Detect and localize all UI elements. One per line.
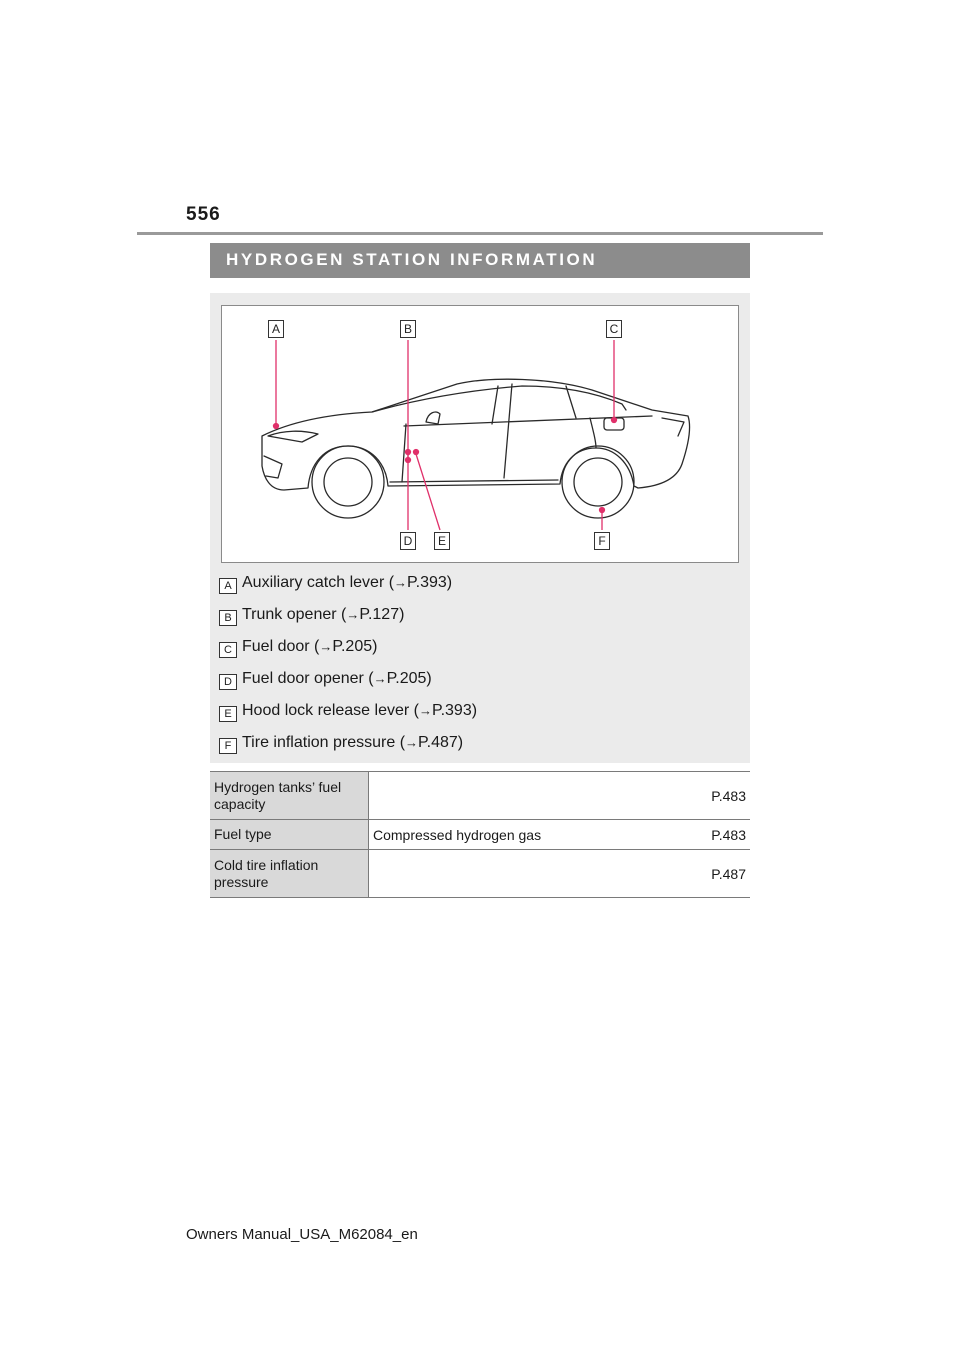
row-value: [369, 850, 673, 898]
front-wheel-inner: [324, 458, 372, 506]
arrow-icon: →: [319, 639, 333, 654]
a-pillar: [492, 386, 498, 424]
leader-dot-c: [612, 418, 617, 423]
page-ref-link[interactable]: P.487): [418, 734, 464, 751]
legend-text-f: Tire inflation pressure (→P.487): [242, 734, 464, 751]
rear-wheel-inner: [574, 458, 622, 506]
arrow-icon: →: [418, 703, 432, 718]
arrow-icon: →: [394, 575, 408, 590]
legend-text-d: Fuel door opener (→P.205): [242, 670, 432, 687]
table-row: [210, 850, 750, 898]
side-mirror: [426, 412, 440, 424]
legend-badge-c: C: [219, 642, 237, 658]
table-row: [210, 772, 750, 820]
arrow-icon: →: [346, 607, 360, 622]
table-row: [210, 820, 750, 850]
page-ref-link[interactable]: P.393): [407, 574, 453, 591]
section-banner: [210, 243, 750, 278]
page-ref-link[interactable]: P.127): [359, 606, 405, 623]
callout-f: F: [594, 532, 610, 550]
callout-c: C: [606, 320, 622, 338]
page-number: 556: [186, 204, 221, 225]
callout-d: D: [400, 532, 416, 550]
callout-a: A: [268, 320, 284, 338]
row-label: Cold tire inflation pressure: [210, 850, 369, 898]
callout-b: B: [400, 320, 416, 338]
callout-e: E: [434, 532, 450, 550]
rear-door-line: [590, 418, 596, 448]
legend-text-e: Hood lock release lever (→P.393): [242, 702, 478, 719]
b-pillar: [504, 384, 512, 478]
row-page-ref[interactable]: P.483: [672, 820, 750, 850]
row-page-ref[interactable]: P.487: [672, 850, 750, 898]
legend-badge-b: B: [219, 610, 237, 626]
legend-badge-d: D: [219, 674, 237, 690]
legend-text-b: Trunk opener (→P.127): [242, 606, 405, 623]
legend-text-a: Auxiliary catch lever (→P.393): [242, 574, 453, 591]
front-bumper: [264, 456, 282, 478]
leader-dot-f: [600, 508, 605, 513]
front-wheel-outer: [312, 446, 384, 518]
headlight: [268, 431, 318, 442]
page-ref-link[interactable]: P.205): [386, 670, 432, 687]
leader-line-e: [416, 454, 440, 530]
arrow-icon: →: [405, 735, 419, 750]
sill-line: [390, 480, 558, 482]
row-label: Hydrogen tanks’ fuel capacity: [210, 772, 369, 820]
section-title: HYDROGEN STATION INFORMATION: [226, 250, 598, 269]
page-ref-link[interactable]: P.393): [431, 702, 478, 719]
legend-badge-a: A: [219, 578, 237, 594]
page-ref-link[interactable]: P.205): [332, 638, 378, 655]
leader-dot-e: [414, 450, 419, 455]
arrow-icon: →: [373, 671, 387, 686]
vehicle-figure: [221, 305, 739, 563]
vehicle-side-view: [222, 306, 740, 564]
row-value: [369, 772, 673, 820]
legend-badge-f: F: [219, 738, 237, 754]
rear-wheel-outer: [562, 446, 634, 518]
hydrogen-info-table: [210, 771, 750, 898]
footer-text: Owners Manual_USA_M62084_en: [186, 1226, 418, 1243]
row-value: Compressed hydrogen gas: [369, 820, 673, 850]
legend-text-c: Fuel door (→P.205): [242, 638, 378, 655]
leader-dot-d: [406, 450, 411, 455]
row-label: Fuel type: [210, 820, 369, 850]
legend-badge-e: E: [219, 706, 237, 722]
leader-dot-a: [274, 424, 279, 429]
row-page-ref[interactable]: P.483: [672, 772, 750, 820]
rear-light: [662, 418, 684, 436]
header-rule: [137, 232, 823, 235]
